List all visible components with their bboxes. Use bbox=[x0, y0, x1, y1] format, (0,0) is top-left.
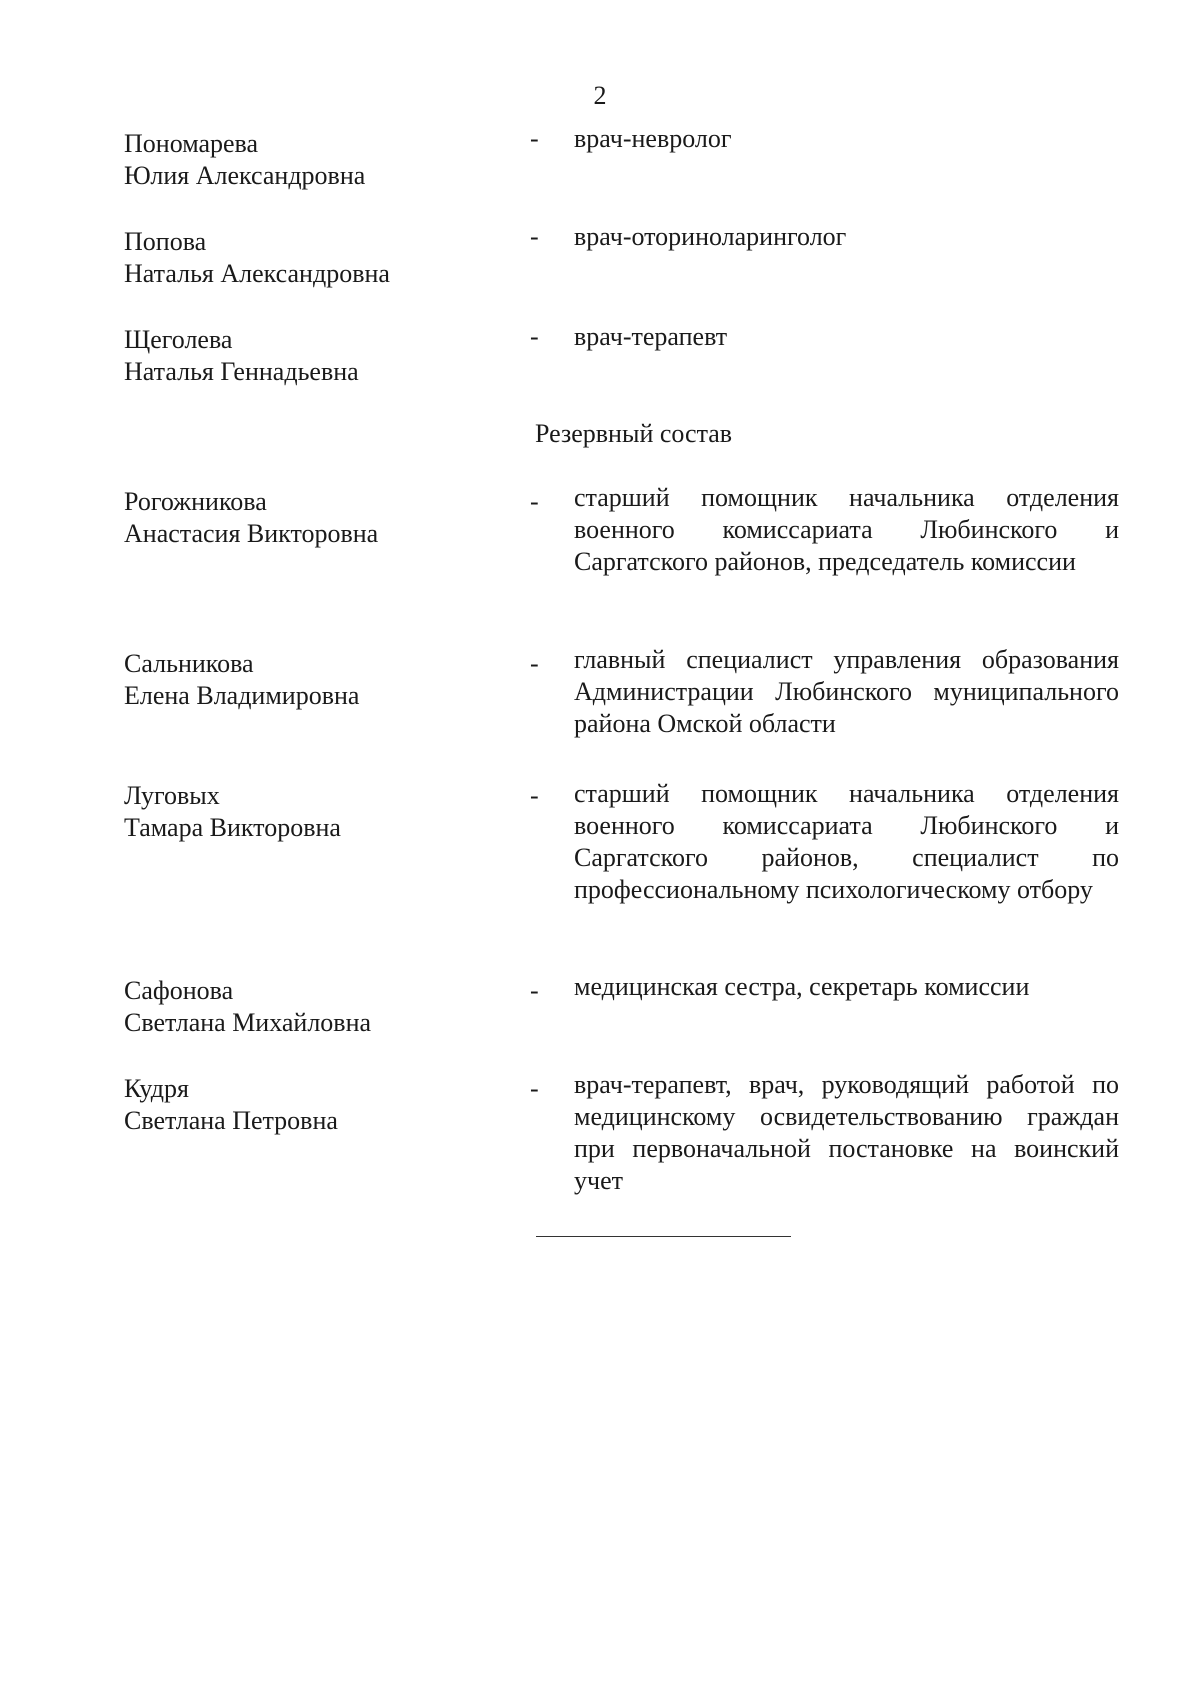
member-role: врач-невролог bbox=[574, 124, 732, 153]
member-surname: Щеголева bbox=[124, 325, 233, 354]
page-number: 2 bbox=[593, 81, 607, 110]
member-surname: Сафонова bbox=[124, 976, 234, 1005]
member-role: медицинская сестра, секретарь комиссии bbox=[574, 972, 1030, 1001]
member-given-names: Наталья Александровна bbox=[124, 259, 390, 288]
member-given-names: Елена Владимировна bbox=[124, 681, 360, 710]
dash-separator: - bbox=[530, 222, 539, 251]
member-role: главный специалист управления образования Администрации Любинского муниципального района Омской области bbox=[574, 645, 1119, 738]
member-given-names: Светлана Петровна bbox=[124, 1106, 338, 1135]
member-role: старший помощник начальника отделения военного комиссариата Любинского и Саргатского районов, специалист по профессиональному психологическому отбору bbox=[574, 779, 1119, 904]
member-name bbox=[124, 975, 504, 1039]
dash-separator: - bbox=[530, 781, 539, 810]
dash-separator: - bbox=[530, 124, 539, 153]
member-role: врач-оториноларинголог bbox=[574, 222, 847, 251]
member-role: врач-терапевт bbox=[574, 322, 728, 351]
member-name bbox=[124, 324, 504, 388]
member-role: старший помощник начальника отделения военного комиссариата Любинского и Саргатского районов, председатель комиссии bbox=[574, 483, 1119, 576]
dash-separator: - bbox=[530, 649, 539, 678]
dash-separator: - bbox=[530, 1074, 539, 1103]
member-surname: Попова bbox=[124, 227, 207, 256]
member-surname: Сальникова bbox=[124, 649, 254, 678]
member-surname: Рогожникова bbox=[124, 487, 267, 516]
member-surname: Кудря bbox=[124, 1074, 189, 1103]
member-given-names: Юлия Александровна bbox=[124, 161, 366, 190]
member-surname: Пономарева bbox=[124, 129, 259, 158]
member-given-names: Наталья Геннадьевна bbox=[124, 357, 359, 386]
member-name bbox=[124, 486, 504, 550]
dash-separator: - bbox=[530, 322, 539, 351]
end-divider bbox=[536, 1236, 791, 1237]
dash-separator: - bbox=[530, 487, 539, 516]
reserve-heading: Резервный состав bbox=[535, 419, 733, 448]
member-role: врач-терапевт, врач, руководящий работой по медицинскому освидетельствованию граждан при первоначальной постановке на воинский учет bbox=[574, 1070, 1119, 1195]
member-name bbox=[124, 1073, 504, 1137]
member-given-names: Тамара Викторовна bbox=[124, 813, 341, 842]
member-given-names: Анастасия Викторовна bbox=[124, 519, 379, 548]
member-name bbox=[124, 648, 504, 712]
member-name bbox=[124, 226, 504, 290]
member-given-names: Светлана Михайловна bbox=[124, 1008, 372, 1037]
member-name bbox=[124, 780, 504, 844]
member-name bbox=[124, 128, 504, 192]
member-surname: Луговых bbox=[124, 781, 220, 810]
dash-separator: - bbox=[530, 976, 539, 1005]
